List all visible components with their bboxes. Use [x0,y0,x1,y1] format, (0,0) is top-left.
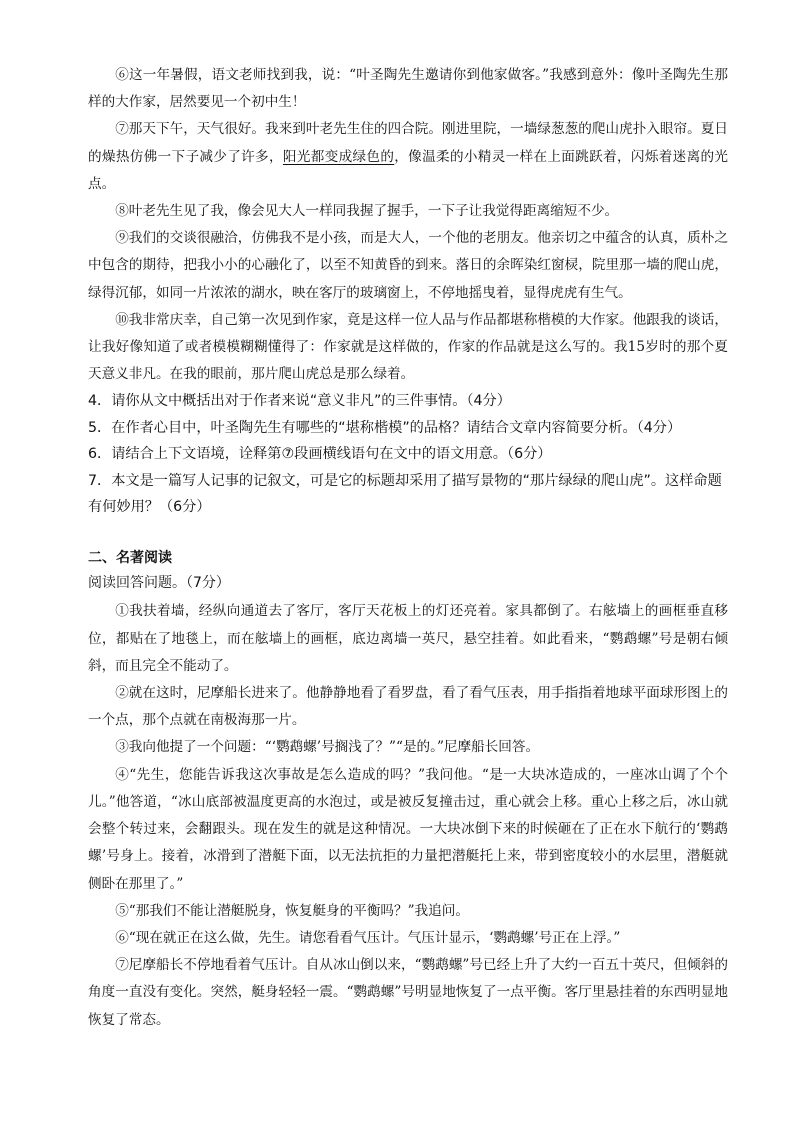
question-5: 5．在作者心目中，叶圣陶先生有哪些的“堪称楷模”的品格？请结合文章内容简要分析。（4分） [88,419,682,436]
excerpt-paragraph-1: ①我扶着墙，经纵向通道去了客厅，客厅天花板上的灯还亮着。家具都倒了。右舷墙上的画框垂直移位，都贴在了地毯上，而在舷墙上的画框，底边离墙一英尺，悬空挂着。如此看来，“鹦鹉螺”号是朝右倾斜，而且完全不能动了。 [88,603,728,674]
underlined-sentence: 阳光都变成绿色的 [282,148,395,165]
excerpt-paragraph-7: ⑦尼摩船长不停地看着气压计。自从冰山倒以来，“鹦鹉螺”号已经上升了大约一百五十英尺，但倾斜的角度一直没有变化。突然，艇身轻轻一震。“鹦鹉螺”号明显地恢复了一点平衡。客厅里悬挂着的东西明显地恢复了常态。 [88,957,728,1028]
excerpt-paragraph-2: ②就在这时，尼摩船长进来了。他静静地看了看罗盘，看了看气压表，用手指指着地球平面球形图上的一个点，那个点就在南极海那一片。 [88,685,728,729]
passage-paragraph-6: ⑥这一年暑假，语文老师找到我，说：“叶圣陶先生邀请你到他家做客。”我感到意外：像叶圣陶先生那样的大作家，居然要见一个初中生！ [88,67,728,111]
section-heading: 二、名著阅读 [88,550,172,567]
excerpt-paragraph-6: ⑥“现在就正在这么做，先生。请您看看气压计。气压计显示，‘鹦鹉螺’号正在上浮。” [115,929,621,946]
passage-paragraph-7 [88,116,728,198]
question-6: 6．请结合上下文语境，诠释第⑦段画横线语句在文中的语文用意。（6分） [88,446,552,463]
passage-paragraph-10: ⑩我非常庆幸，自己第一次见到作家，竟是这样一位人品与作品都堪称楷模的大作家。他跟我的谈话，让我好像知道了或者模模糊糊懂得了：作家就是这样做的，作家的作品就是这么写的。我15岁时的那个夏天意义非凡。在我的眼前，那片爬山虎总是那么绿着。 [88,311,728,383]
passage-paragraph-8: ⑧叶老先生见了我，像会见大人一样同我握了握手，一下子让我觉得距离缩短不少。 [115,203,619,220]
passage-paragraph-9: ⑨我们的交谈很融洽，仿佛我不是小孩，而是大人，一个他的老朋友。他亲切之中蕴含的认真，质朴之中包含的期待，把我小小的心融化了，以至不知黄昏的到来。落日的余晖染红窗棂，院里那一墙的爬山虎，绿得沉郁，如同一片浓浓的湖水，映在客厅的玻璃窗上，不停地摇曳着，显得虎虎有生气。 [88,230,728,301]
excerpt-paragraph-4: ④“先生，您能告诉我这次事故是怎么造成的吗？”我问他。“是一大块冰造成的，一座冰山调了个个儿。”他答道，“冰山底部被温度更高的水泡过，或是被反复撞击过，重心就会上移。重心上移之后，冰山就会整个转过来，会翻跟头。现在发生的就是这种情况。一大块冰倒下来的时候砸在了正在水下航行的‘鹦鹉螺’号身上。接着，冰滑到了潜艇下面，以无法抗拒的力量把潜艇托上来，带到密度较小的水层里，潜艇就侧卧在那里了。” [88,766,728,892]
question-7: 7．本文是一篇写人记事的记叙文，可是它的标题却采用了描写景物的“那片绿绿的爬山虎”。这样命题有何妙用？（6分） [88,472,722,516]
excerpt-paragraph-3: ③我向他提了一个问题：“‘鹦鹉螺’号搁浅了？”“是的。”尼摩船长回答。 [115,739,540,756]
paragraph-7-text-after: ，像温柔的小精灵一样在上面跳跃着，闪烁着迷离的光点。 [88,148,729,192]
excerpt-paragraph-5: ⑤“那我们不能让潜艇脱身，恢复艇身的平衡吗？”我追问。 [115,902,469,919]
question-4: 4．请你从文中概括出对于作者来说“意义非凡”的三件事情。（4分） [88,393,511,410]
section-lead: 阅读回答问题。（7分） [88,575,230,592]
section-gap [88,520,728,546]
paragraph-7-text-before: ⑦那天下午，天气很好。我来到叶老先生住的四合院。刚进里院，一墙绿葱葱的爬山虎扑入眼帘。夏日的燥热仿佛一下子减少了许多， [88,121,728,165]
